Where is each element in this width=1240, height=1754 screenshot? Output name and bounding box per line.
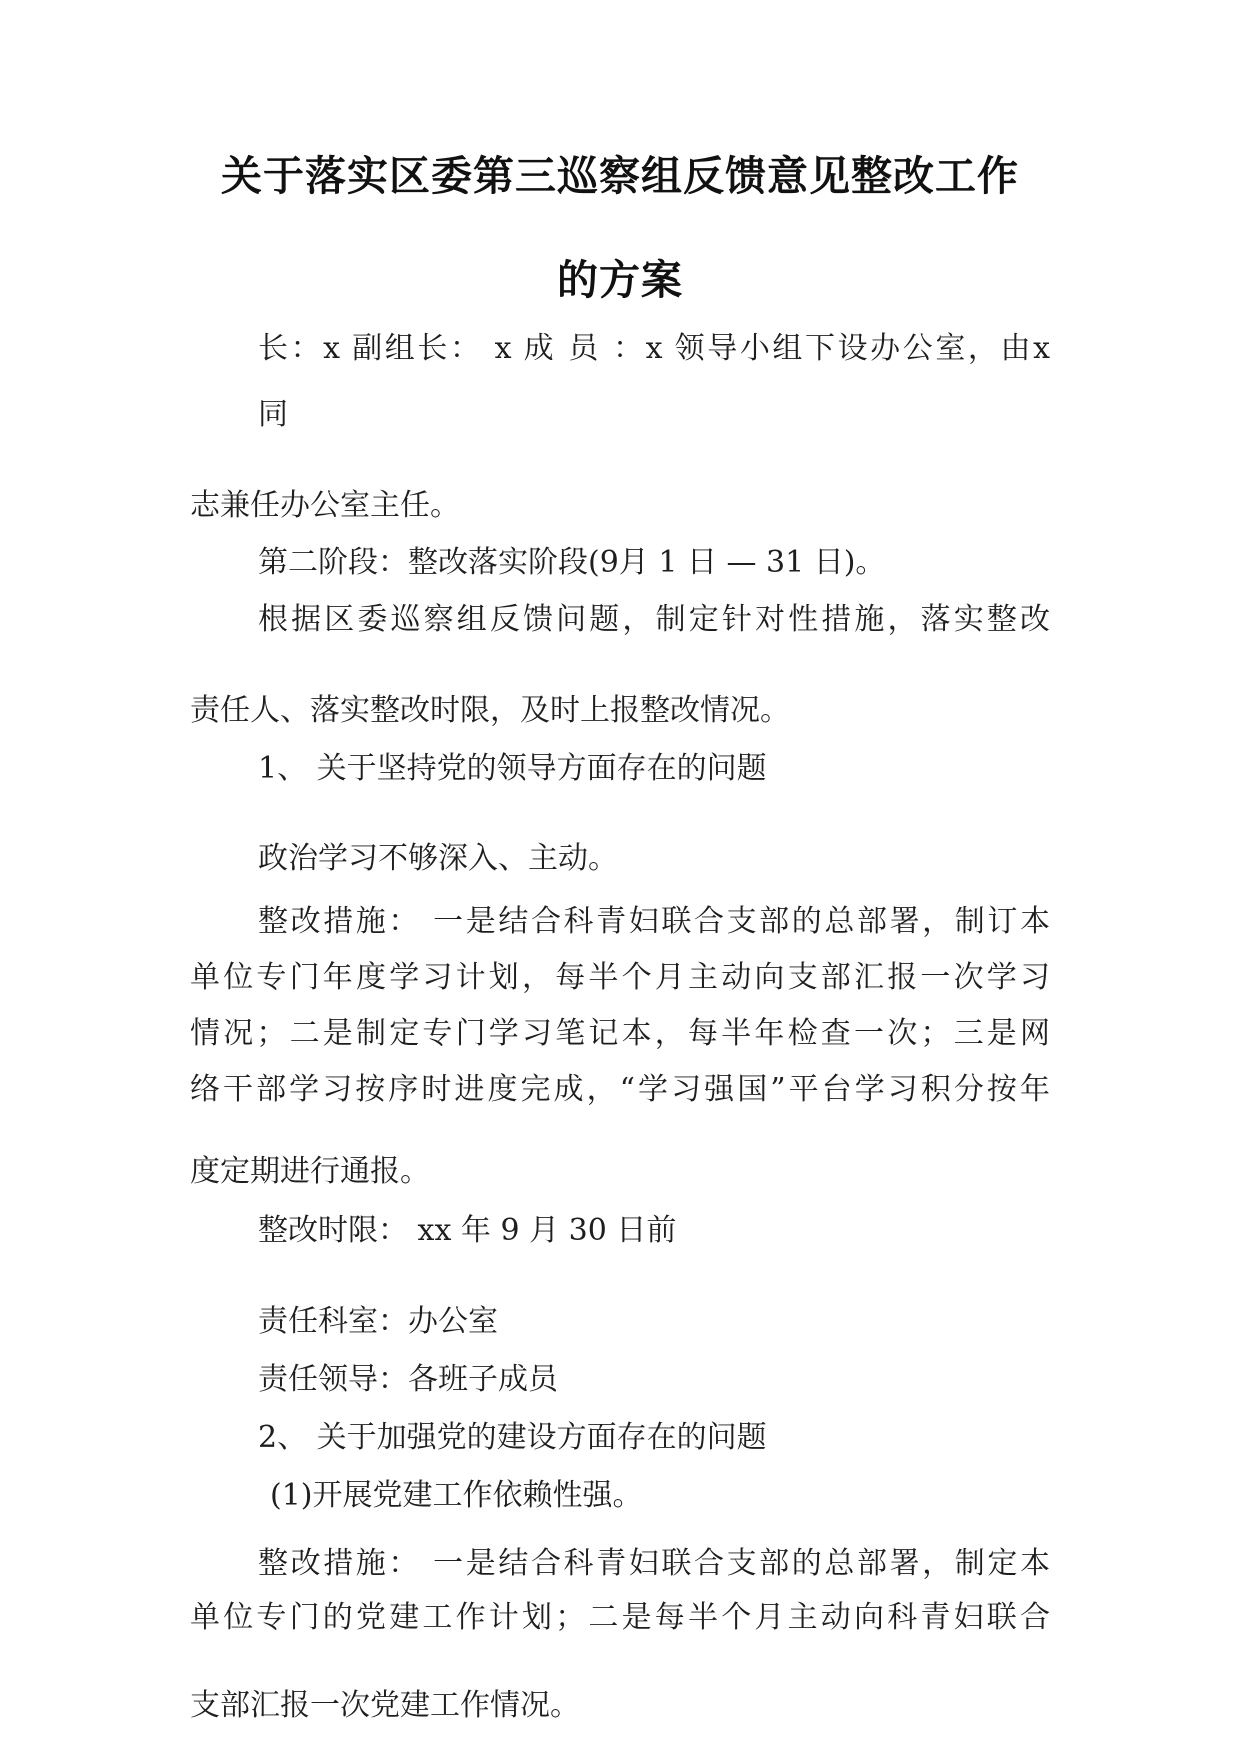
body-line: 度定期进行通报。 [190,1154,430,1189]
body-line: 志兼任办公室主任。 [190,488,460,523]
body-line: 情况；二是制定专门学习笔记本，每半年检查一次；三是网 [190,1016,1050,1051]
body-line: 根据区委巡察组反馈问题，制定针对性措施，落实整改 [258,602,1050,637]
body-line: 单位专门年度学习计划，每半个月主动向支部汇报一次学习 [190,960,1050,995]
body-line: 长：x 副组长： x 成 员 ：x 领导小组下设办公室，由x [258,331,1050,366]
section-heading-2: 2、 关于加强党的建设方面存在的问题 [258,1420,767,1455]
body-line: 第二阶段：整改落实阶段(9月 1 日 — 31 日)。 [258,545,886,580]
body-line: 络干部学习按序时进度完成，“学习强国”平台学习积分按年 [190,1072,1050,1107]
body-line: 整改时限： xx 年 9 月 30 日前 [258,1213,677,1248]
body-line: 整改措施： 一是结合科青妇联合支部的总部署，制订本 [258,904,1050,939]
document-title-line-2: 的方案 [557,256,683,304]
body-line: 单位专门的党建工作计划；二是每半个月主动向科青妇联合 [190,1600,1050,1635]
body-line: 支部汇报一次党建工作情况。 [190,1688,580,1723]
body-line: 政治学习不够深入、主动。 [258,841,618,876]
body-line: 责任人、落实整改时限，及时上报整改情况。 [190,693,790,728]
body-line: 整改措施： 一是结合科青妇联合支部的总部署，制定本 [258,1546,1050,1581]
body-line: 同 [258,397,288,432]
section-heading-1: 1、 关于坚持党的领导方面存在的问题 [258,751,767,786]
body-line: 责任领导：各班子成员 [258,1362,558,1397]
body-line: (1)开展党建工作依赖性强。 [270,1478,643,1513]
body-line: 责任科室：办公室 [258,1304,498,1339]
document-title-line-1: 关于落实区委第三巡察组反馈意见整改工作 [221,152,1019,200]
